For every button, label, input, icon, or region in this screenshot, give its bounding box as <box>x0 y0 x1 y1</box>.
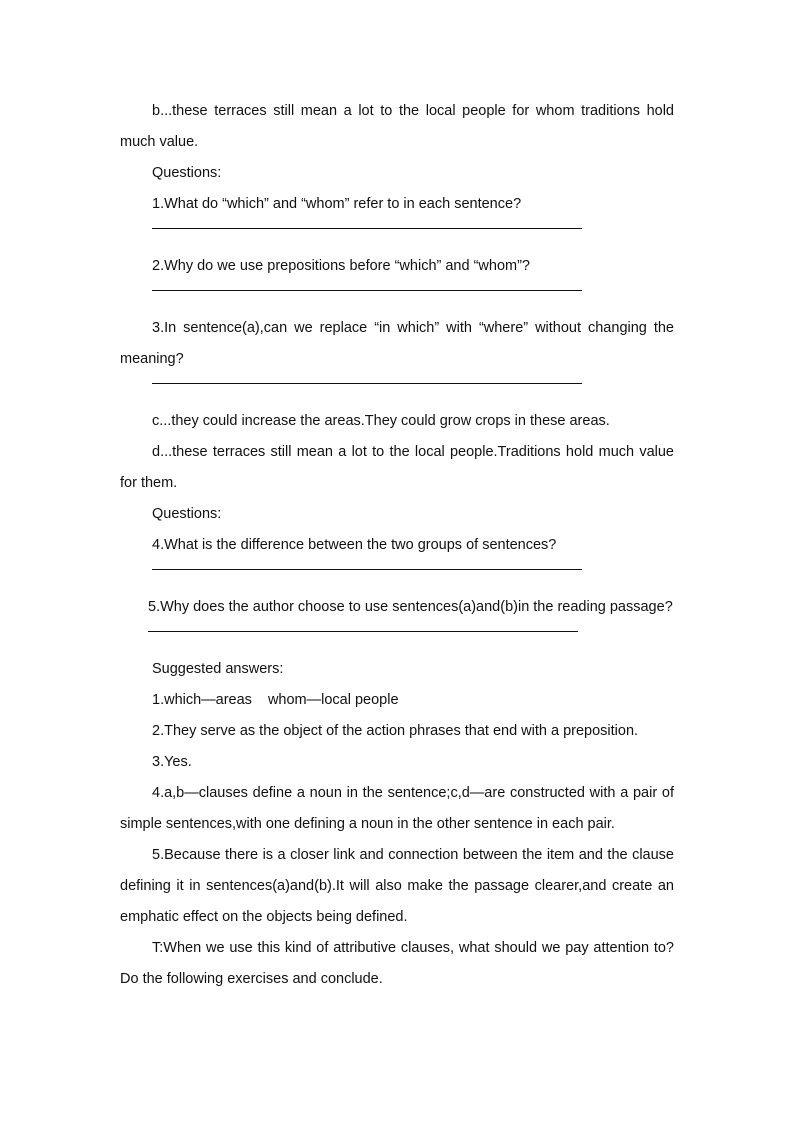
question-2: 2.Why do we use prepositions before “which” and “whom”? <box>152 258 530 274</box>
answer-blank <box>152 383 582 384</box>
suggested-answers-label: Suggested answers: <box>152 661 284 677</box>
sentence-d: d...these terraces still mean a lot to the local people.Traditions hold much value for them. <box>120 444 674 491</box>
answer-line-4[interactable] <box>120 561 674 592</box>
answer-1-whom: whom—local people <box>267 692 399 708</box>
answer-line-3[interactable] <box>120 375 674 406</box>
answer-1-which: 1.which—areas <box>152 692 252 708</box>
answer-line-5[interactable] <box>120 623 674 654</box>
sentence-b: b...these terraces still mean a lot to the local people for whom traditions hold much value. <box>120 103 674 150</box>
question-5: 5.Why does the author choose to use sentences(a)and(b)in the reading passage? <box>148 599 673 615</box>
document-body <box>120 96 674 995</box>
questions-label: Questions: <box>152 506 222 522</box>
teacher-prompt: T:When we use this kind of attributive clauses, what should we pay attention to?Do the following exercises and conclude. <box>120 940 674 987</box>
question-3: 3.In sentence(a),can we replace “in which” with “where” without changing the meaning? <box>120 320 674 367</box>
answer-blank <box>148 631 578 632</box>
questions-label: Questions: <box>152 165 222 181</box>
answer-blank <box>152 228 582 229</box>
answer-line-1[interactable] <box>120 220 674 251</box>
answer-3: 3.Yes. <box>152 754 192 770</box>
question-1: 1.What do “which” and “whom” refer to in each sentence? <box>152 196 522 212</box>
answer-4: 4.a,b—clauses define a noun in the sentence;c,d—are constructed with a pair of simple sentences,with one defining a noun in the other sentence in each pair. <box>120 785 674 832</box>
answer-line-2[interactable] <box>120 282 674 313</box>
answer-blank <box>152 569 582 570</box>
answer-2: 2.They serve as the object of the action phrases that end with a preposition. <box>152 723 639 739</box>
answer-5: 5.Because there is a closer link and connection between the item and the clause defining it in sentences(a)and(b).It will also make the passage clearer,and create an emphatic effect on the objects being defined. <box>120 847 674 925</box>
sentence-c: c...they could increase the areas.They could grow crops in these areas. <box>152 413 610 429</box>
question-4: 4.What is the difference between the two groups of sentences? <box>152 537 557 553</box>
answer-1 <box>120 685 674 716</box>
answer-blank <box>152 290 582 291</box>
